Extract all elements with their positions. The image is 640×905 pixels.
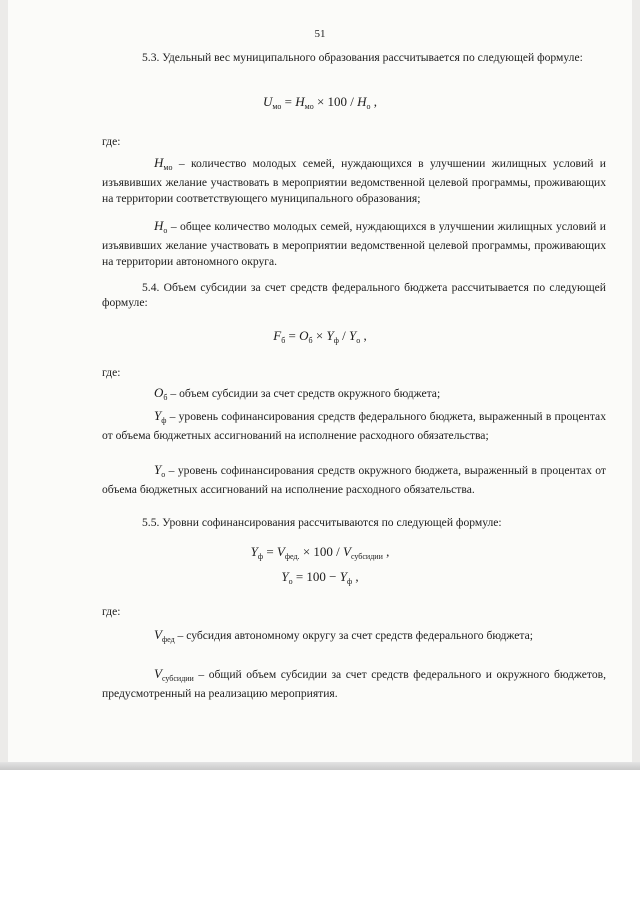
formula-federal-cofinancing: $Y_ф = V_{фед.} \times 100 / V_{субсидии}$ , xyxy=(250,544,390,561)
symbol-o-b: $O_б$ xyxy=(154,385,168,402)
formula-federal-subsidy: $F_б = O_б \times Y_ф / Y_о$ , xyxy=(273,328,367,345)
definition-n-mo: $Н_{мо}$ – количество молодых семей, нуждающихся в улучшении жилищных условий и изъявивших желание участвовать в мероприятии ведомственной целевой программы, проживающих на территории соответствующего муниципального образования; xyxy=(102,155,606,205)
definition-y-o: $Y_о$ – уровень софинансирования средств окружного бюджета, выраженный в процентах от объема бюджетных ассигнований на исполнение расходного обязательства. xyxy=(102,462,606,497)
symbol-y-o: $Y_о$ xyxy=(154,462,166,479)
definition-y-f: $Y_ф$ – уровень софинансирования средств федерального бюджета, выраженный в процентах от объема бюджетных ассигнований на исполнение расходного обязательства; xyxy=(102,408,606,443)
formula-municipal-share: $U_{мо} = Н_{мо} \times 100 / Н_о$ , xyxy=(262,94,378,111)
symbol-n-mo: $Н_{мо}$ xyxy=(154,155,173,172)
section-5-3-intro: 5.3. Удельный вес муниципального образования рассчитывается по следующей формуле: xyxy=(142,51,583,64)
section-5-5-intro: 5.5. Уровни софинансирования рассчитываются по следующей формуле: xyxy=(142,516,502,529)
symbol-v-subsidies: $V_{субсидии}$ xyxy=(154,666,194,683)
formula-regional-cofinancing: $Y_о = 100 - Y_ф$ , xyxy=(281,569,359,586)
symbol-n-o: $Н_о$ xyxy=(154,218,168,235)
definition-n-o: $Н_о$ – общее количество молодых семей, нуждающихся в улучшении жилищных условий и изъявивших желание участвовать в мероприятии ведомственной целевой программы, проживающих на территории автономного округа. xyxy=(102,218,606,268)
where-label: где: xyxy=(102,366,121,379)
where-label: где: xyxy=(102,605,121,618)
page-number: 51 xyxy=(314,28,326,40)
section-5-4-intro: 5.4. Объем субсидии за счет средств федерального бюджета рассчитывается по следующей формуле: xyxy=(102,281,606,310)
definition-v-subsidies: $V_{субсидии}$ – общий объем субсидии за счет средств федерального и окружного бюджетов, предусмотренный на реализацию мероприятия. xyxy=(102,666,606,701)
document-sheet xyxy=(8,0,632,762)
where-label: где: xyxy=(102,135,121,148)
symbol-y-f: $Y_ф$ xyxy=(154,408,167,425)
symbol-v-fed: $V_{фед}$ xyxy=(154,627,175,644)
definition-o-b: $O_б$ – объем субсидии за счет средств окружного бюджета; xyxy=(102,385,606,405)
definition-v-fed: $V_{фед}$ – субсидия автономному округу за счет средств федерального бюджета; xyxy=(102,627,606,647)
